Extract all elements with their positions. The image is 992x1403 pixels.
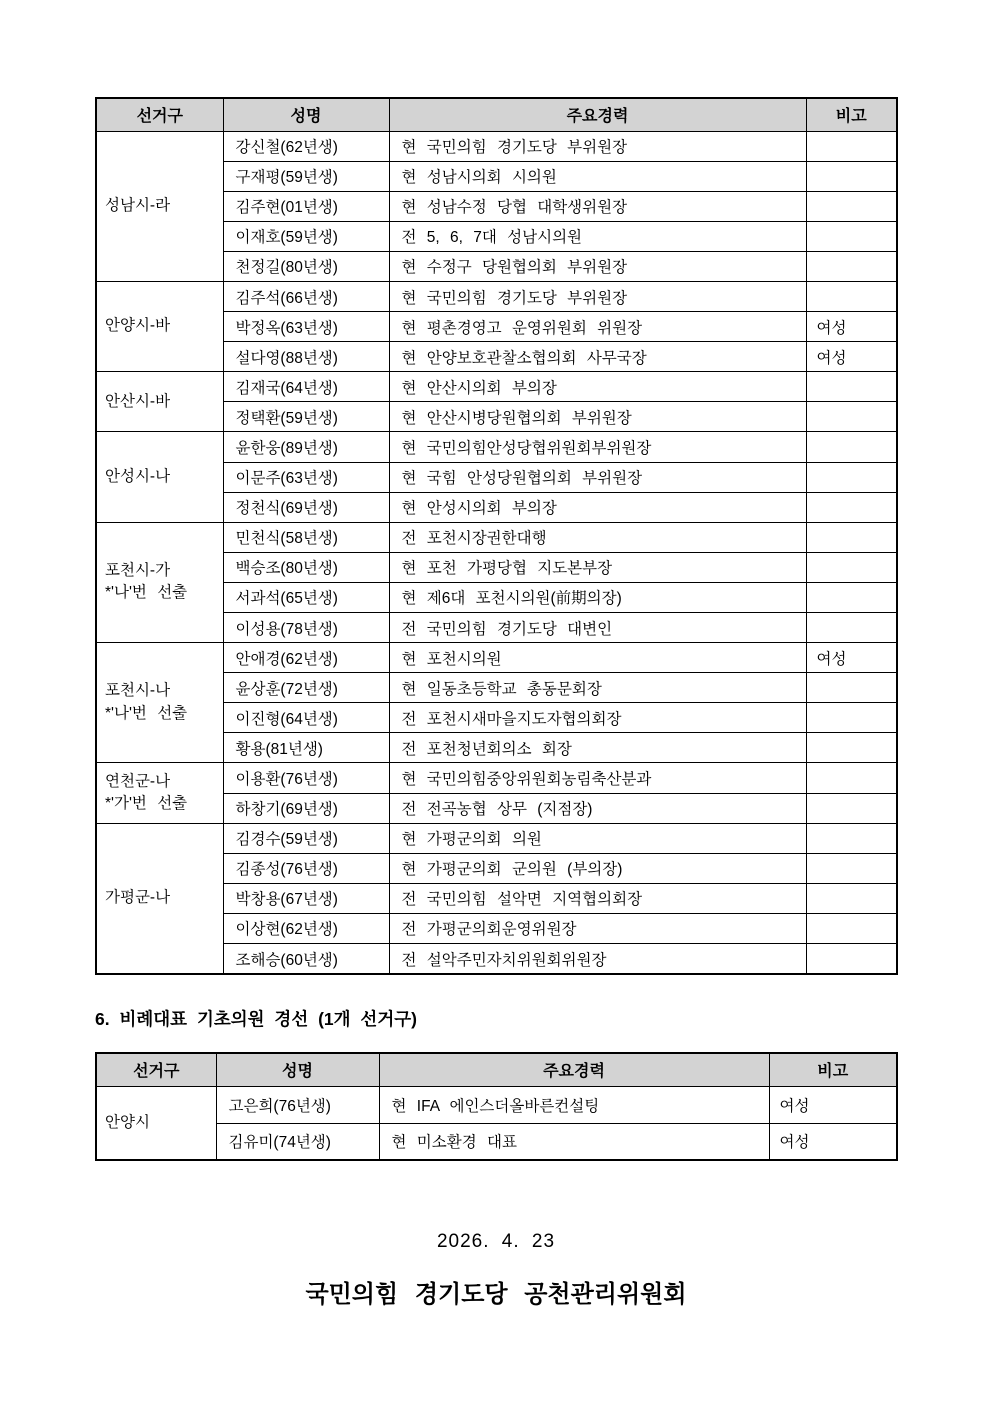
candidate-name-cell: 박정옥(63년생) — [223, 312, 389, 342]
candidate-name-cell: 조해승(60년생) — [223, 944, 389, 974]
district-label: 안양시-바 — [105, 317, 171, 335]
remark-cell — [806, 492, 897, 522]
career-cell: 현 수정구 당원협의회 부위원장 — [389, 251, 806, 281]
remark-cell — [806, 161, 897, 191]
career-cell: 현 국민의힘 경기도당 부위원장 — [389, 131, 806, 161]
candidate-name-cell: 서과석(65년생) — [223, 582, 389, 612]
remark-cell — [806, 853, 897, 883]
candidate-row — [96, 643, 897, 673]
candidate-name-cell: 강신철(62년생) — [223, 131, 389, 161]
remark-cell — [806, 372, 897, 402]
candidate-row — [96, 522, 897, 552]
career-cell: 전 포천청년회의소 회장 — [389, 733, 806, 763]
remark-cell — [806, 462, 897, 492]
candidate-name-cell: 이용환(76년생) — [223, 763, 389, 793]
district-label: 안산시-바 — [105, 392, 171, 410]
remark-cell — [806, 913, 897, 943]
column-header: 성명 — [216, 1053, 379, 1086]
career-cell: 현 성남수정 당협 대학생위원장 — [389, 191, 806, 221]
remark-cell — [806, 251, 897, 281]
remark-cell — [806, 552, 897, 582]
runoff-table-body — [96, 131, 897, 974]
candidate-name-cell: 고은희(76년생) — [216, 1086, 379, 1123]
remark-cell — [806, 402, 897, 432]
career-cell: 현 일동초등학교 총동문회장 — [389, 673, 806, 703]
remark-cell — [806, 763, 897, 793]
candidate-name-cell: 윤상훈(72년생) — [223, 673, 389, 703]
career-cell: 현 국민의힘중앙위원회농림축산분과 — [389, 763, 806, 793]
career-cell: 현 안성시의회 부의장 — [389, 492, 806, 522]
career-cell: 현 국민의힘 경기도당 부위원장 — [389, 281, 806, 311]
district-note: *'가'번 선출 — [105, 795, 188, 813]
section-6-title: 6. 비례대표 기초의원 경선 (1개 선거구) — [95, 1009, 417, 1029]
career-cell: 현 국힘 안성당원협의회 부위원장 — [389, 462, 806, 492]
career-cell: 현 평촌경영고 운영위원회 위원장 — [389, 312, 806, 342]
career-cell: 현 안산시의회 부의장 — [389, 372, 806, 402]
candidate-name-cell: 김경수(59년생) — [223, 823, 389, 853]
candidate-row — [96, 1123, 897, 1160]
candidate-name-cell: 김주현(01년생) — [223, 191, 389, 221]
column-header: 비고 — [769, 1053, 897, 1086]
remark-cell — [806, 823, 897, 853]
remark-cell — [806, 793, 897, 823]
district-label: 가평군-나 — [105, 889, 171, 907]
remark-cell — [806, 191, 897, 221]
remark-cell — [806, 432, 897, 462]
career-cell: 전 국민의힘 설악면 지역협의회장 — [389, 883, 806, 913]
district-cell — [96, 643, 223, 763]
district-cell — [96, 1086, 216, 1160]
candidate-row — [96, 281, 897, 311]
district-note: *'나'번 선출 — [105, 704, 188, 722]
district-label: 포천시-가 — [105, 561, 171, 579]
career-cell: 현 성남시의회 시의원 — [389, 161, 806, 191]
district-note: *'나'번 선출 — [105, 584, 188, 602]
remark-cell — [806, 703, 897, 733]
column-header: 선거구 — [96, 1053, 216, 1086]
remark-cell — [806, 221, 897, 251]
district-cell — [96, 763, 223, 823]
career-cell: 현 국민의힘안성당협위원회부위원장 — [389, 432, 806, 462]
candidate-name-cell: 하창기(69년생) — [223, 793, 389, 823]
candidate-name-cell: 정택환(59년생) — [223, 402, 389, 432]
district-label: 안양시 — [105, 1113, 150, 1131]
district-label: 연천군-나 — [105, 772, 171, 790]
candidate-name-cell: 민천식(58년생) — [223, 522, 389, 552]
remark-cell: 여성 — [769, 1086, 897, 1123]
career-cell: 현 포천 가평당협 지도본부장 — [389, 552, 806, 582]
remark-cell: 여성 — [806, 342, 897, 372]
proportional-table-header — [96, 1053, 897, 1086]
candidate-name-cell: 이재호(59년생) — [223, 221, 389, 251]
candidate-name-cell: 이문주(63년생) — [223, 462, 389, 492]
career-cell: 전 국민의힘 경기도당 대변인 — [389, 613, 806, 643]
candidate-name-cell: 이진형(64년생) — [223, 703, 389, 733]
candidate-name-cell: 윤한웅(89년생) — [223, 432, 389, 462]
candidate-row — [96, 131, 897, 161]
district-label: 포천시-나 — [105, 682, 171, 700]
career-cell: 전 가평군의회운영위원장 — [389, 913, 806, 943]
district-cell — [96, 131, 223, 281]
candidate-name-cell: 박창용(67년생) — [223, 883, 389, 913]
candidate-row — [96, 763, 897, 793]
column-header: 비고 — [806, 98, 897, 131]
candidate-name-cell: 김유미(74년생) — [216, 1123, 379, 1160]
career-cell: 현 IFA 에인스더올바른컨설팅 — [379, 1086, 769, 1123]
candidate-name-cell: 천정길(80년생) — [223, 251, 389, 281]
candidate-name-cell: 이성용(78년생) — [223, 613, 389, 643]
remark-cell — [806, 131, 897, 161]
candidate-name-cell: 안애경(62년생) — [223, 643, 389, 673]
career-cell: 현 가평군의회 의원 — [389, 823, 806, 853]
district-cell — [96, 432, 223, 522]
district-cell — [96, 372, 223, 432]
remark-cell — [806, 281, 897, 311]
remark-cell — [806, 944, 897, 974]
remark-cell: 여성 — [806, 643, 897, 673]
remark-cell: 여성 — [806, 312, 897, 342]
remark-cell — [806, 582, 897, 612]
remark-cell — [806, 673, 897, 703]
candidate-row — [96, 1086, 897, 1123]
candidate-name-cell: 김주석(66년생) — [223, 281, 389, 311]
career-cell: 현 안양보호관찰소협의회 사무국장 — [389, 342, 806, 372]
career-cell: 전 포천시장권한대행 — [389, 522, 806, 552]
column-header: 주요경력 — [379, 1053, 769, 1086]
career-cell: 전 설악주민자치위원회위원장 — [389, 944, 806, 974]
proportional-table-body — [96, 1086, 897, 1160]
remark-cell — [806, 883, 897, 913]
career-cell: 현 미소환경 대표 — [379, 1123, 769, 1160]
candidate-name-cell: 황용(81년생) — [223, 733, 389, 763]
candidate-row — [96, 432, 897, 462]
runoff-table-header — [96, 98, 897, 131]
career-cell: 현 가평군의회 군의원 (부의장) — [389, 853, 806, 883]
header-row — [96, 98, 897, 131]
career-cell: 전 5, 6, 7대 성남시의원 — [389, 221, 806, 251]
candidate-name-cell: 설다영(88년생) — [223, 342, 389, 372]
candidate-name-cell: 구재평(59년생) — [223, 161, 389, 191]
candidate-row — [96, 823, 897, 853]
remark-cell: 여성 — [769, 1123, 897, 1160]
column-header: 성명 — [223, 98, 389, 131]
career-cell: 현 안산시병당원협의회 부위원장 — [389, 402, 806, 432]
column-header: 선거구 — [96, 98, 223, 131]
candidate-name-cell: 김재국(64년생) — [223, 372, 389, 402]
remark-cell — [806, 613, 897, 643]
district-cell — [96, 522, 223, 642]
career-cell: 전 포천시새마을지도자협의회장 — [389, 703, 806, 733]
candidate-name-cell: 백승조(80년생) — [223, 552, 389, 582]
proportional-candidates-table — [95, 1052, 898, 1161]
header-row — [96, 1053, 897, 1086]
district-cell — [96, 281, 223, 371]
district-label: 안성시-나 — [105, 467, 171, 485]
remark-cell — [806, 733, 897, 763]
candidate-name-cell: 김종성(76년생) — [223, 853, 389, 883]
district-cell — [96, 823, 223, 974]
column-header: 주요경력 — [389, 98, 806, 131]
candidate-name-cell: 정천식(69년생) — [223, 492, 389, 522]
district-label: 성남시-라 — [105, 197, 171, 214]
candidate-row — [96, 372, 897, 402]
career-cell: 전 전곡농협 상무 (지점장) — [389, 793, 806, 823]
candidate-name-cell: 이상현(62년생) — [223, 913, 389, 943]
document-date: 2026. 4. 23 — [436, 1231, 556, 1252]
career-cell: 현 제6대 포천시의원(前期의장) — [389, 582, 806, 612]
committee-name: 국민의힘 경기도당 공천관리위원회 — [305, 1281, 687, 1308]
career-cell: 현 포천시의원 — [389, 643, 806, 673]
remark-cell — [806, 522, 897, 552]
runoff-candidates-table — [95, 97, 898, 975]
